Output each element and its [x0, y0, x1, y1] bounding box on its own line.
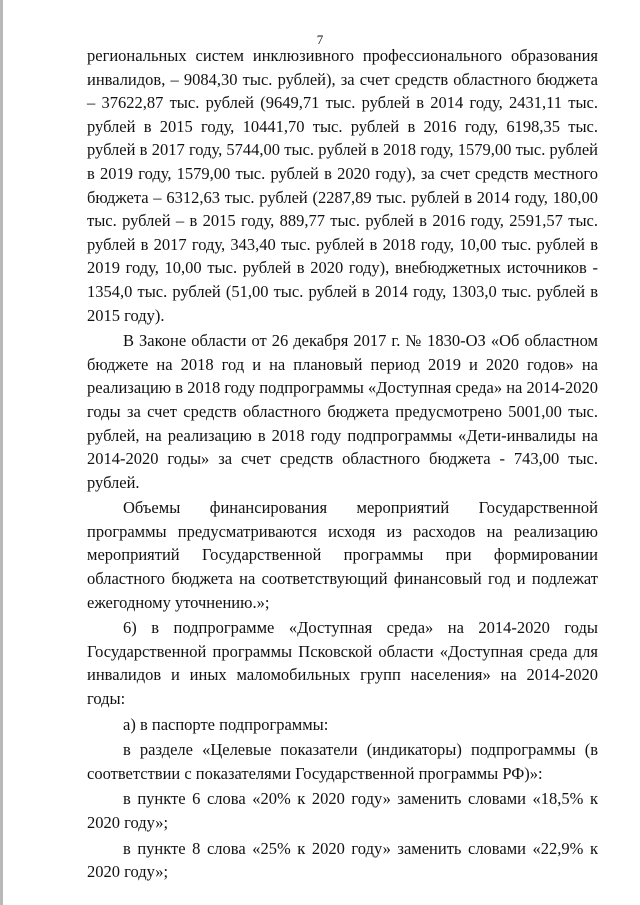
paragraph-target-indicators: в разделе «Целевые показатели (индикаторы) подпрограммы (в соответствии с показателями Государственной программы РФ)»:	[87, 740, 598, 783]
paragraph-funding-continuation: региональных систем инклюзивного профессионального образования инвалидов, – 9084,30 тыс. рублей), за счет средств областного бюджета – 37622,87 тыс. рублей (9649,71 тыс. рублей в 2014 году, 2431,11 тыс. рублей в 2015 году, 10441,70 тыс. рублей в 2016 году, 6198,35 тыс. рублей в 2017 году, 5744,00 тыс. рублей в 2018 году, 1579,00 тыс. рублей в 2019 году, 1579,00 тыс. рублей в 2020 году), за счет средств местного бюджета – 6312,63 тыс. рублей (2287,89 тыс. рублей в 2014 году, 180,00 тыс. рублей – в 2015 году, 889,77 тыс. рублей в 2016 году, 2591,57 тыс. рублей в 2017 году, 343,40 тыс. рублей в 2018 году, 10,00 тыс. рублей в 2019 году, 10,00 тыс. рублей в 2020 году), внебюджетных источников - 1354,0 тыс. рублей (51,00 тыс. рублей в 2014 году, 1303,0 тыс. рублей в 2015 году).	[87, 46, 598, 325]
paragraph-subprogram-amendment: 6) в подпрограмме «Доступная среда» на 2014-2020 годы Государственной программы Псковской области «Доступная среда для инвалидов и иных маломобильных групп населения» на 2014-2020 годы:	[87, 618, 598, 709]
paragraph-funding-volumes: Объемы финансирования мероприятий Государственной программы предусматриваются исходя из расходов на реализацию мероприятий Государственной программы при формировании областного бюджета на соответствующий финансовый год и подлежат ежегодному уточнению.»;	[87, 498, 598, 612]
paragraph-item-6: в пункте 6 слова «20% к 2020 году» заменить словами «18,5% к 2020 году»;	[87, 789, 598, 832]
page-number: 7	[316, 32, 324, 47]
paragraph-item-8: в пункте 8 слова «25% к 2020 году» заменить словами «22,9% к 2020 году»;	[87, 838, 598, 882]
paragraph-passport: а) в паспорте подпрограммы:	[123, 714, 329, 734]
paragraph-regional-law: В Законе области от 26 декабря 2017 г. № 1830-ОЗ «Об областном бюджете на 2018 год и на плановый период 2019 и 2020 годов» на реализацию в 2018 году подпрограммы «Доступная среда» на 2014-2020 годы за счет средств областного бюджета предусмотрено 5001,00 тыс. рублей, на реализацию в 2018 году подпрограммы «Дети-инвалиды на 2014-2020 годы» за счет средств областного бюджета - 743,00 тыс. рублей.	[87, 331, 598, 492]
document-body	[87, 44, 598, 884]
scan-edge	[0, 0, 3, 905]
